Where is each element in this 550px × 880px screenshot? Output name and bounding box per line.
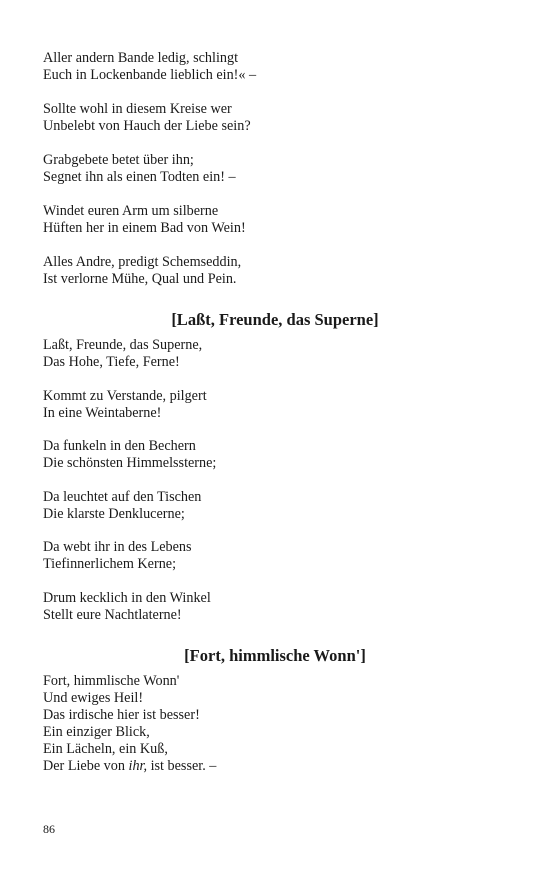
verse-line: Drum kecklich in den Winkel	[43, 590, 211, 606]
verse-line: Windet euren Arm um silberne	[43, 203, 219, 219]
verse-line: Fort, himmlische Wonn'	[43, 673, 180, 689]
stanza	[43, 673, 216, 775]
verse-text: ist besser. –	[147, 758, 217, 774]
verse-line: Ein einziger Blick,	[43, 724, 150, 740]
verse-line: Sollte wohl in diesem Kreise wer	[43, 101, 232, 117]
verse-line: Da leuchtet auf den Tischen	[43, 489, 202, 505]
stanza	[43, 590, 211, 624]
verse-line: Grabgebete betet über ihn;	[43, 152, 194, 168]
stanza	[43, 152, 236, 186]
verse-line: Hüften her in einem Bad von Wein!	[43, 220, 246, 236]
verse-line-final	[43, 758, 216, 775]
page-number: 86	[43, 822, 55, 836]
verse-line: Tiefinnerlichem Kerne;	[43, 556, 177, 572]
verse-line: Aller andern Bande ledig, schlingt	[43, 50, 239, 66]
verse-line: Alles Andre, predigt Schemseddin,	[43, 254, 242, 270]
verse-line: Laßt, Freunde, das Superne,	[43, 337, 203, 353]
stanza	[43, 388, 207, 422]
stanza	[43, 539, 192, 573]
verse-line: Das irdische hier ist besser!	[43, 707, 200, 723]
verse-line: Die klarste Denklucerne;	[43, 506, 185, 522]
stanza	[43, 438, 216, 472]
verse-line: Segnet ihn als einen Todten ein! –	[43, 169, 236, 185]
stanza	[43, 489, 201, 523]
verse-line: Ist verlorne Mühe, Qual und Pein.	[43, 271, 237, 287]
verse-line: In eine Weintaberne!	[43, 405, 162, 421]
verse-line: Unbelebt von Hauch der Liebe sein?	[43, 118, 251, 134]
verse-line: Euch in Lockenbande lieblich ein!« –	[43, 67, 257, 83]
poem-title: [Laßt, Freunde, das Superne]	[171, 310, 379, 329]
verse-line: Da funkeln in den Bechern	[43, 438, 196, 454]
stanza	[43, 101, 251, 135]
verse-line: Kommt zu Verstande, pilgert	[43, 388, 207, 404]
emphasized-word: ihr,	[128, 758, 148, 774]
verse-line: Da webt ihr in des Lebens	[43, 539, 192, 555]
verse-line: Und ewiges Heil!	[43, 690, 144, 706]
stanza	[43, 337, 202, 371]
verse-line: Die schönsten Himmelssterne;	[43, 455, 217, 471]
verse-line: Das Hohe, Tiefe, Ferne!	[43, 354, 180, 370]
stanza	[43, 254, 241, 288]
stanza	[43, 203, 246, 237]
stanza	[43, 50, 256, 84]
verse-text: Der Liebe von	[43, 758, 129, 774]
verse-line: Ein Lächeln, ein Kuß,	[43, 741, 168, 757]
poem-title: [Fort, himmlische Wonn']	[184, 646, 366, 665]
verse-line: Stellt eure Nachtlaterne!	[43, 607, 182, 623]
